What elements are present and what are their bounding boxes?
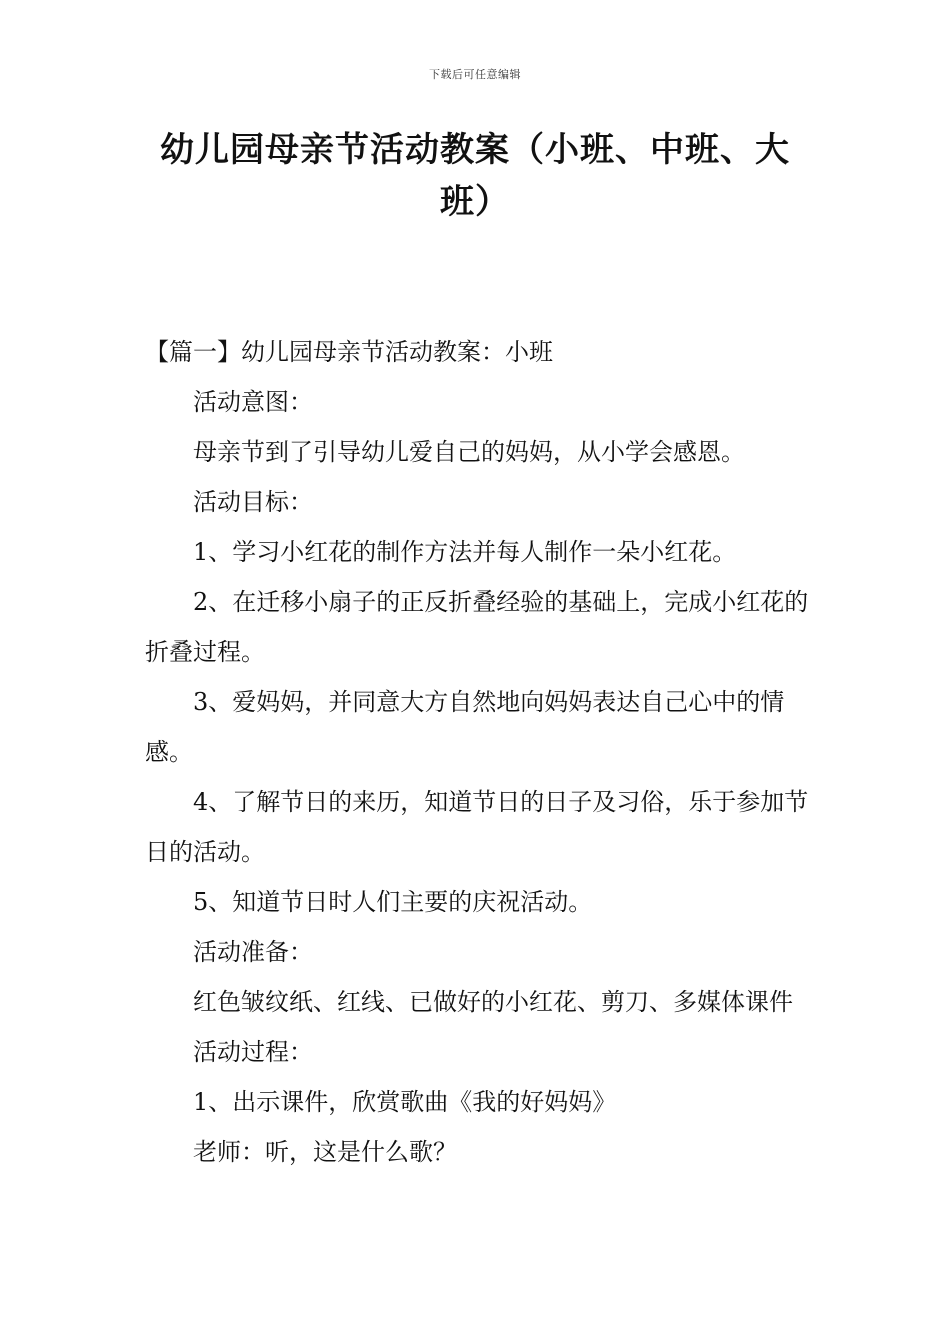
document-title: 幼儿园母亲节活动教案（小班、中班、大班） bbox=[160, 130, 790, 222]
goal-item: 2、在迁移小扇子的正反折叠经验的基础上，完成小红花的折叠过程。 bbox=[145, 588, 809, 666]
subheading-goals: 活动目标： bbox=[193, 488, 313, 516]
dialogue-line: 老师：听，这是什么歌？ bbox=[193, 1138, 457, 1166]
subheading-process: 活动过程： bbox=[193, 1038, 313, 1066]
subheading-intent: 活动意图： bbox=[193, 388, 313, 416]
section-heading: 【篇一】幼儿园母亲节活动教案：小班 bbox=[145, 338, 553, 366]
goal-item: 3、爱妈妈，并同意大方自然地向妈妈表达自己心中的情感。 bbox=[145, 688, 785, 766]
document-body bbox=[145, 327, 810, 1177]
subheading-preparation: 活动准备： bbox=[193, 938, 313, 966]
goal-item: 5、知道节日时人们主要的庆祝活动。 bbox=[193, 888, 593, 916]
process-item: 1、出示课件，欣赏歌曲《我的好妈妈》 bbox=[193, 1088, 617, 1116]
header-note: 下载后可任意编辑 bbox=[429, 68, 521, 81]
goal-item: 4、了解节日的来历，知道节日的日子及习俗，乐于参加节日的活动。 bbox=[145, 788, 809, 866]
paragraph: 母亲节到了引导幼儿爱自己的妈妈，从小学会感恩。 bbox=[193, 438, 745, 466]
paragraph: 红色皱纹纸、红线、已做好的小红花、剪刀、多媒体课件 bbox=[193, 988, 793, 1016]
goal-item: 1、学习小红花的制作方法并每人制作一朵小红花。 bbox=[193, 538, 737, 566]
